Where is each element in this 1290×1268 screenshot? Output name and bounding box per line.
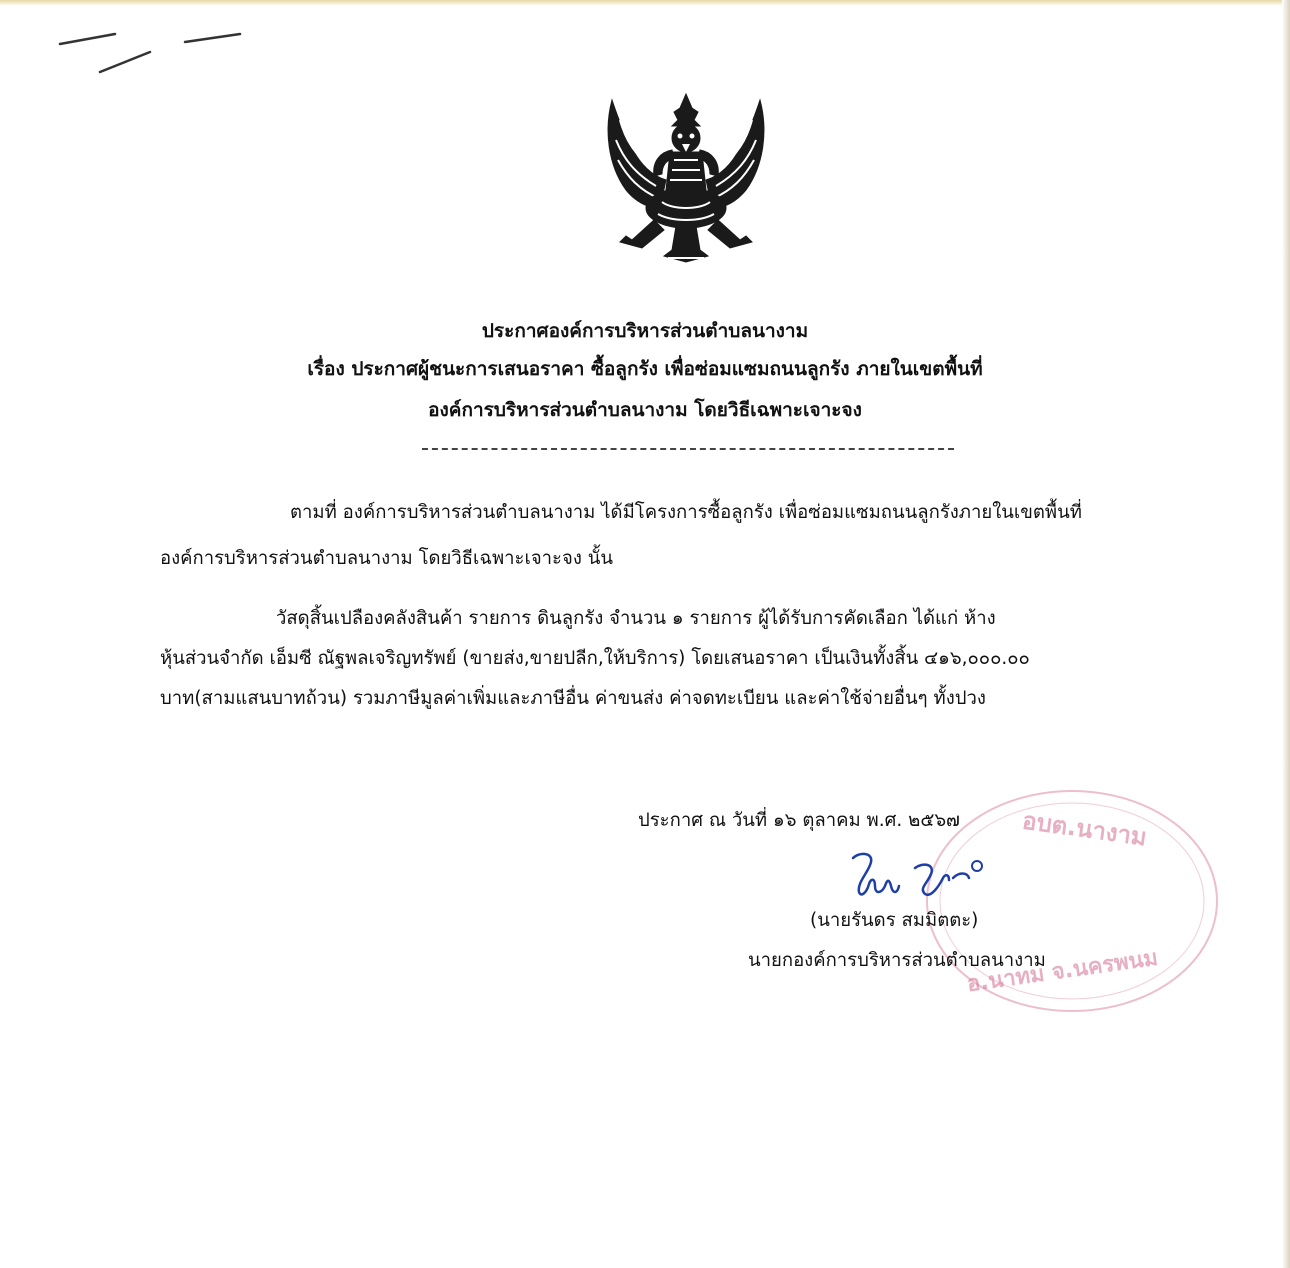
signer-name: (นายรันดร สมมิตตะ) (810, 910, 979, 931)
page-top-edge (0, 0, 1290, 6)
heading-divider (422, 448, 954, 450)
announcement-subject: เรื่อง ประกาศผู้ชนะการเสนอราคา ซื้อลูกรัง เพื่อซ่อมแซมถนนลูกรัง ภายในเขตพื้นที่ (307, 358, 983, 380)
announcement-method: องค์การบริหารส่วนตำบลนางาม โดยวิธีเฉพาะเจาะจง (428, 399, 862, 421)
announcement-title: ประกาศองค์การบริหารส่วนตำบลนางาม (481, 320, 809, 342)
paragraph-2-line-3: บาท(สามแสนบาทถ้วน) รวมภาษีมูลค่าเพิ่มและภาษีอื่น ค่าขนส่ง ค่าจดทะเบียน และค่าใช้จ่ายอื่นๆ ทั้งปวง (160, 688, 986, 709)
page-right-edge (1282, 0, 1290, 1268)
pen-marks (55, 22, 255, 82)
garuda-emblem-icon (602, 90, 770, 268)
paragraph-1-line-2: องค์การบริหารส่วนตำบลนางาม โดยวิธีเฉพาะเจาะจง นั้น (160, 548, 614, 569)
stamp-top-text: อบต.นางาม (1020, 806, 1149, 852)
handwritten-signature (845, 848, 995, 904)
signer-title: นายกองค์การบริหารส่วนตำบลนางาม (748, 950, 1046, 971)
announcement-date: ประกาศ ณ วันที่ ๑๖ ตุลาคม พ.ศ. ๒๕๖๗ (638, 810, 960, 831)
paragraph-2-line-1: วัสดุสิ้นเปลืองคลังสินค้า รายการ ดินลูกรัง จำนวน ๑ รายการ ผู้ได้รับการคัดเลือก ได้แก่ ห้าง (276, 608, 996, 629)
paragraph-2-line-2: หุ้นส่วนจำกัด เอ็มซี ณัฐพลเจริญทรัพย์ (ขายส่ง,ขายปลีก,ให้บริการ) โดยเสนอราคา เป็นเงินทั้งสิ้น ๔๑๖,๐๐๐.๐๐ (160, 648, 1030, 669)
stamp-bottom-text: อ.นาทม จ.นครพนม (965, 945, 1160, 998)
paragraph-1-line-1: ตามที่ องค์การบริหารส่วนตำบลนางาม ได้มีโครงการซื้อลูกรัง เพื่อซ่อมแซมถนนลูกรังภายในเขตพื้นที่ (290, 502, 1082, 523)
